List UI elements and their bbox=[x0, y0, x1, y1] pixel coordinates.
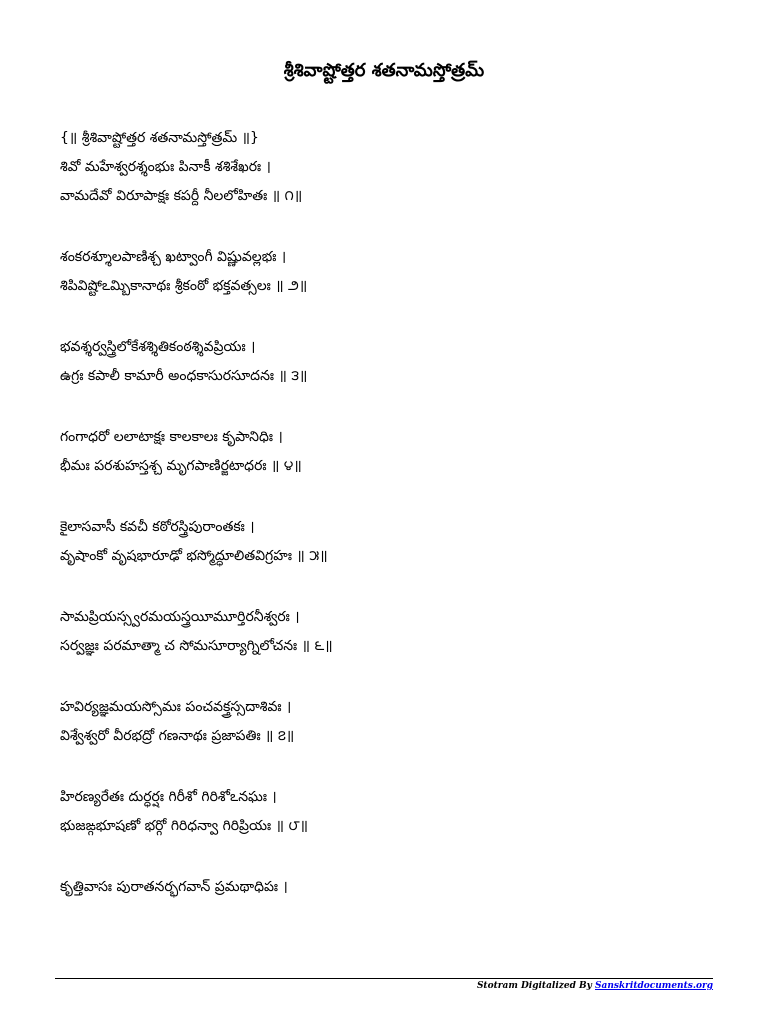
stanza-6 bbox=[60, 603, 720, 661]
verse-line: సామప్రియస్స్వరమయస్త్రయీమూర్తిరనీశ్వరః । bbox=[60, 609, 300, 625]
verse-line: శిపివిష్టోఽమ్బికానాథః శ్రీకంఠో భక్తవత్సలః ॥ ౨॥ bbox=[60, 278, 308, 294]
stanza-gap bbox=[60, 571, 720, 603]
footer-credit bbox=[477, 980, 713, 992]
stanza-gap bbox=[60, 301, 720, 333]
stanza-4 bbox=[60, 423, 720, 481]
verse-line: వృషాంకో వృషభారూఢో భస్మోద్ధూలితవిగ్రహః ॥ ౫॥ bbox=[60, 548, 328, 564]
verse-line: సర్వజ్ఞః పరమాత్మా చ సోమసూర్యాగ్నిలోచనః ॥ ౬॥ bbox=[60, 638, 333, 654]
verse-line: శివో మహేశ్వరశ్శంభుః పినాకీ శశిశేఖరః । bbox=[60, 159, 271, 175]
stanza-gap bbox=[60, 211, 720, 243]
stanza-2 bbox=[60, 243, 720, 301]
verse-line: వామదేవో విరూపాక్షః కపర్దీ నీలలోహితః ॥ ౧॥ bbox=[60, 188, 303, 204]
footer-divider bbox=[55, 978, 713, 979]
stanza-8 bbox=[60, 783, 720, 841]
verse-line: విశ్వేశ్వరో వీరభద్రో గణనాథః ప్రజాపతిః ॥ ౭॥ bbox=[60, 728, 295, 744]
header-line: {॥ శ్రీశివాష్టోత్తర శతనామస్తోత్రమ్ ॥} bbox=[60, 130, 259, 146]
verse-line: కైలాసవాసీ కవచీ కఠోరస్త్రిపురాంతకః । bbox=[60, 519, 255, 535]
verse-line: భుజఙ్గభూషణో భర్గో గిరిధన్వా గిరిప్రియః ॥ ౮॥ bbox=[60, 818, 309, 834]
stanza-3 bbox=[60, 333, 720, 391]
sanskritdocuments-link[interactable]: Sanskritdocuments.org bbox=[594, 981, 713, 991]
stanza-5 bbox=[60, 513, 720, 571]
footer-prefix: Stotram Digitalized By bbox=[476, 981, 595, 991]
stanza-9 bbox=[60, 873, 720, 902]
stanza-gap bbox=[60, 391, 720, 423]
stanza-gap bbox=[60, 751, 720, 783]
verse-line: కృత్తివాసః పురాతనర్భగవాన్ ప్రమథాధిపః । bbox=[60, 879, 288, 895]
stanza-1 bbox=[60, 153, 720, 211]
verse-line: భీమః పరశుహస్తశ్చ మృగపాణిర్జటాధరః ॥ ౪॥ bbox=[60, 458, 302, 474]
stotram-body bbox=[60, 124, 720, 902]
page-title: శ్రీశివాష్టోత్తర శతనామస్తోత్రమ్ bbox=[283, 60, 485, 81]
stanza-gap bbox=[60, 481, 720, 513]
verse-line: హిరణ్యరేతః దుర్ధర్షః గిరీశో గిరిశోఽనఘః । bbox=[60, 789, 277, 805]
verse-line: హవిర్యజ్ఞమయస్సోమః పంచవక్త్రస్సదాశివః । bbox=[60, 699, 292, 715]
stanza-gap bbox=[60, 841, 720, 873]
verse-line: భవశ్శర్వస్త్రిలోకేశశ్శితికంఠశ్శివప్రియః । bbox=[60, 339, 256, 355]
verse-line: శంకరశ్శూలపాణిశ్చ ఖట్వాంగీ విష్ణువల్లభః । bbox=[60, 249, 287, 265]
verse-line: గంగాధరో లలాటాక్షః కాలకాలః కృపానిధిః । bbox=[60, 429, 283, 445]
stanza-gap bbox=[60, 661, 720, 693]
verse-line: ఉగ్రః కపాలీ కామారీ అంధకాసురసూదనః ॥ ౩॥ bbox=[60, 368, 308, 384]
stanza-7 bbox=[60, 693, 720, 751]
